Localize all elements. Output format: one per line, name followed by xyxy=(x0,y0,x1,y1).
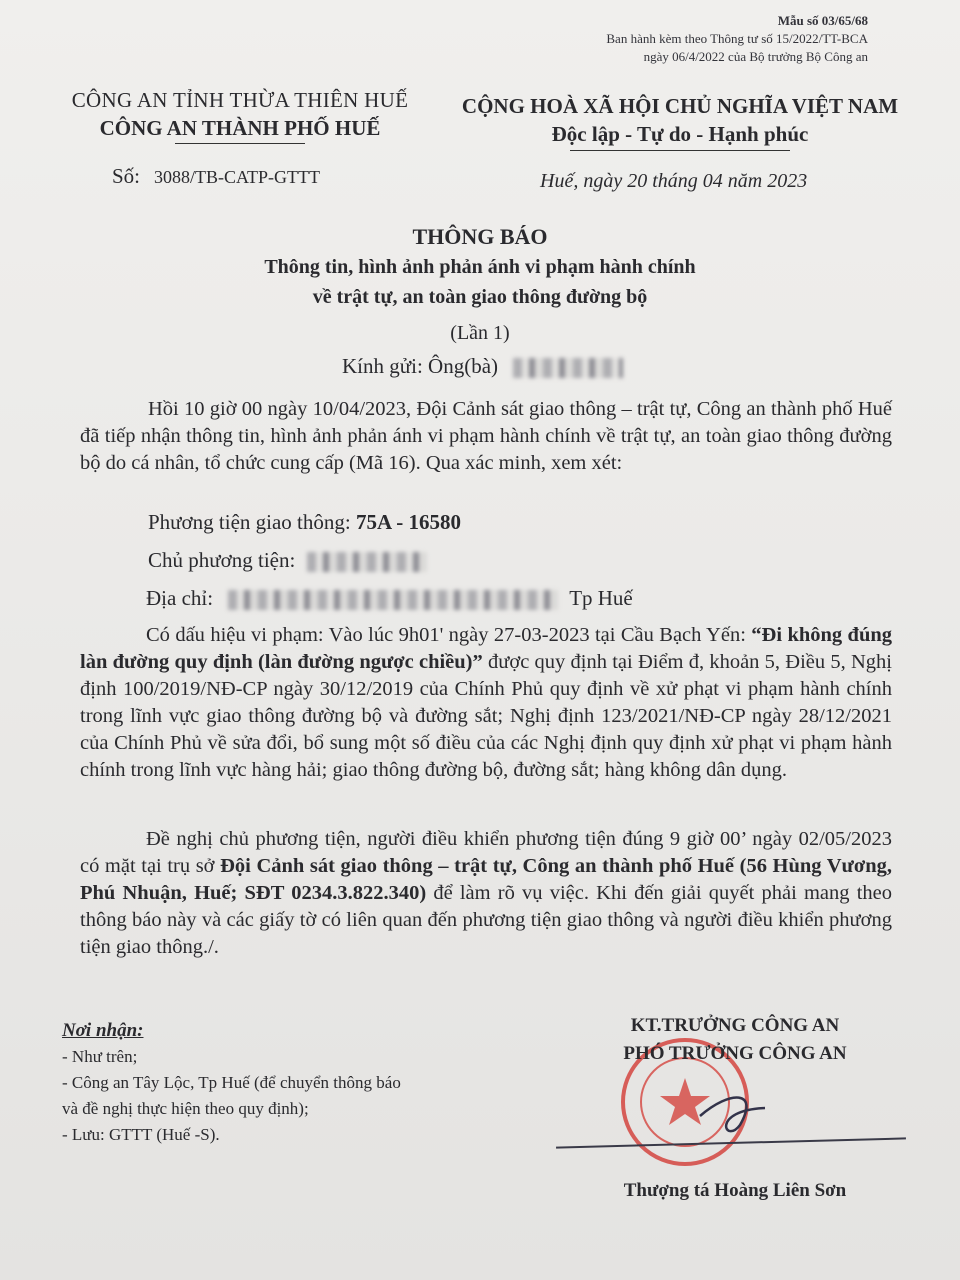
request-intro: Đề nghị chủ phương tiện, người điều khiển phương tiện đúng 9 giờ 00’ ngày 02/05/2023 có mặt tại trụ sở xyxy=(80,828,892,877)
form-issued-with: Ban hành kèm theo Thông tư số 15/2022/TT-BCA xyxy=(606,31,868,46)
redacted-name xyxy=(513,358,623,378)
recipient-line xyxy=(342,354,623,379)
country-name: CỘNG HOÀ XÃ HỘI CHỦ NGHĨA VIỆT NAM xyxy=(461,94,899,118)
violation-description: “Đi không đúng làn đường quy định (làn đường ngược chiều)” xyxy=(80,624,892,673)
request-instructions: để làm rõ vụ việc. Khi đến giải quyết phải mang theo thông báo này và các giấy tờ có liên quan đến phương tiện giao thông và người điều khiển phương tiện giao thông./. xyxy=(80,882,892,958)
signature-title-1: KT.TRƯỞNG CÔNG AN xyxy=(630,1015,840,1036)
form-issued-date: ngày 06/4/2022 của Bộ trưởng Bộ Công an xyxy=(643,49,868,64)
recipient-label: Kính gửi: Ông(bà) xyxy=(342,354,499,378)
recipient-item: - Lưu: GTTT (Huế -S). xyxy=(62,1125,220,1144)
paragraph-request xyxy=(80,826,892,961)
document-number-value: 3088/TB-CATP-GTTT xyxy=(154,167,321,187)
document-subtitle-1: Thông tin, hình ảnh phản ánh vi phạm hành chính xyxy=(264,256,696,278)
address-line xyxy=(146,586,633,611)
signature-block xyxy=(570,1012,900,1068)
signer-name: Thượng tá Hoàng Liên Sơn xyxy=(623,1180,847,1201)
authority-province: CÔNG AN TỈNH THỪA THIÊN HUẾ xyxy=(71,88,409,112)
recipient-item: - Công an Tây Lộc, Tp Huế (để chuyển thông báo xyxy=(62,1073,401,1092)
vehicle-label: Phương tiện giao thông: xyxy=(148,510,356,534)
request-office: Đội Cảnh sát giao thông – trật tự, Công an thành phố Huế (56 Hùng Vương, Phú Nhuận, Huế; SĐT 0234.3.822.340) xyxy=(80,855,892,904)
signature-title-2: PHÓ TRƯỞNG CÔNG AN xyxy=(623,1043,847,1064)
form-reference xyxy=(606,12,868,66)
violation-legal-basis: được quy định tại Điểm đ, khoản 5, Điều 5, Nghị định 100/2019/NĐ-CP ngày 30/12/2019 của Chính Phủ quy định về xử phạt vi phạm hành chính trong lĩnh vực giao thông đường bộ và đường sắt; Nghị định 123/2021/NĐ-CP ngày 28/12/2021 của Chính Phủ về sửa đổi, bổ sung một số điều của các Nghị định quy định xử phạt vi phạm hành chính trong lĩnh vực hàng hải; giao thông đường bộ, đường sắt; hàng không dân dụng. xyxy=(80,651,892,781)
violation-intro: Có dấu hiệu vi phạm: Vào lúc 9h01' ngày 27-03-2023 tại Cầu Bạch Yến: xyxy=(146,624,752,646)
paragraph-intro: Hồi 10 giờ 00 ngày 10/04/2023, Đội Cảnh sát giao thông – trật tự, Công an thành phố Huế đã tiếp nhận thông tin, hình ảnh phản ánh vi phạm hành chính về trật tự, an toàn giao thông đường bộ do cá nhân, tổ chức cung cấp (Mã 16). Qua xác minh, xem xét: xyxy=(80,398,892,474)
motto: Độc lập - Tự do - Hạnh phúc xyxy=(551,122,809,146)
redacted-address xyxy=(228,590,558,610)
document-subtitle-2: về trật tự, an toàn giao thông đường bộ xyxy=(312,286,648,308)
document-title: THÔNG BÁO xyxy=(412,224,548,249)
authority-city: CÔNG AN THÀNH PHỐ HUẾ xyxy=(99,116,381,140)
vehicle-plate: 75A - 16580 xyxy=(355,510,461,534)
recipients-heading: Nơi nhận: xyxy=(62,1020,144,1041)
notice-round: (Lần 1) xyxy=(450,322,510,344)
document-number-label: Số: xyxy=(112,164,141,188)
paragraph-violation xyxy=(80,622,892,784)
document-date: Huế, ngày 20 tháng 04 năm 2023 xyxy=(540,170,808,192)
document-number xyxy=(112,164,320,189)
issuing-authority xyxy=(40,86,440,144)
recipient-item: - Như trên; xyxy=(62,1047,138,1066)
recipient-item: và đề nghị thực hiện theo quy định); xyxy=(62,1099,309,1118)
address-label: Địa chỉ: xyxy=(146,586,214,610)
owner-label: Chủ phương tiện: xyxy=(148,548,296,572)
form-number: Mẫu số 03/65/68 xyxy=(777,13,868,28)
owner-line xyxy=(148,548,427,573)
authority-underline xyxy=(175,143,305,144)
national-motto xyxy=(440,92,920,151)
address-city: Tp Huế xyxy=(569,586,633,610)
redacted-owner xyxy=(307,552,427,572)
vehicle-line xyxy=(148,510,461,535)
recipients-block xyxy=(62,1018,401,1148)
motto-underline xyxy=(570,150,790,151)
